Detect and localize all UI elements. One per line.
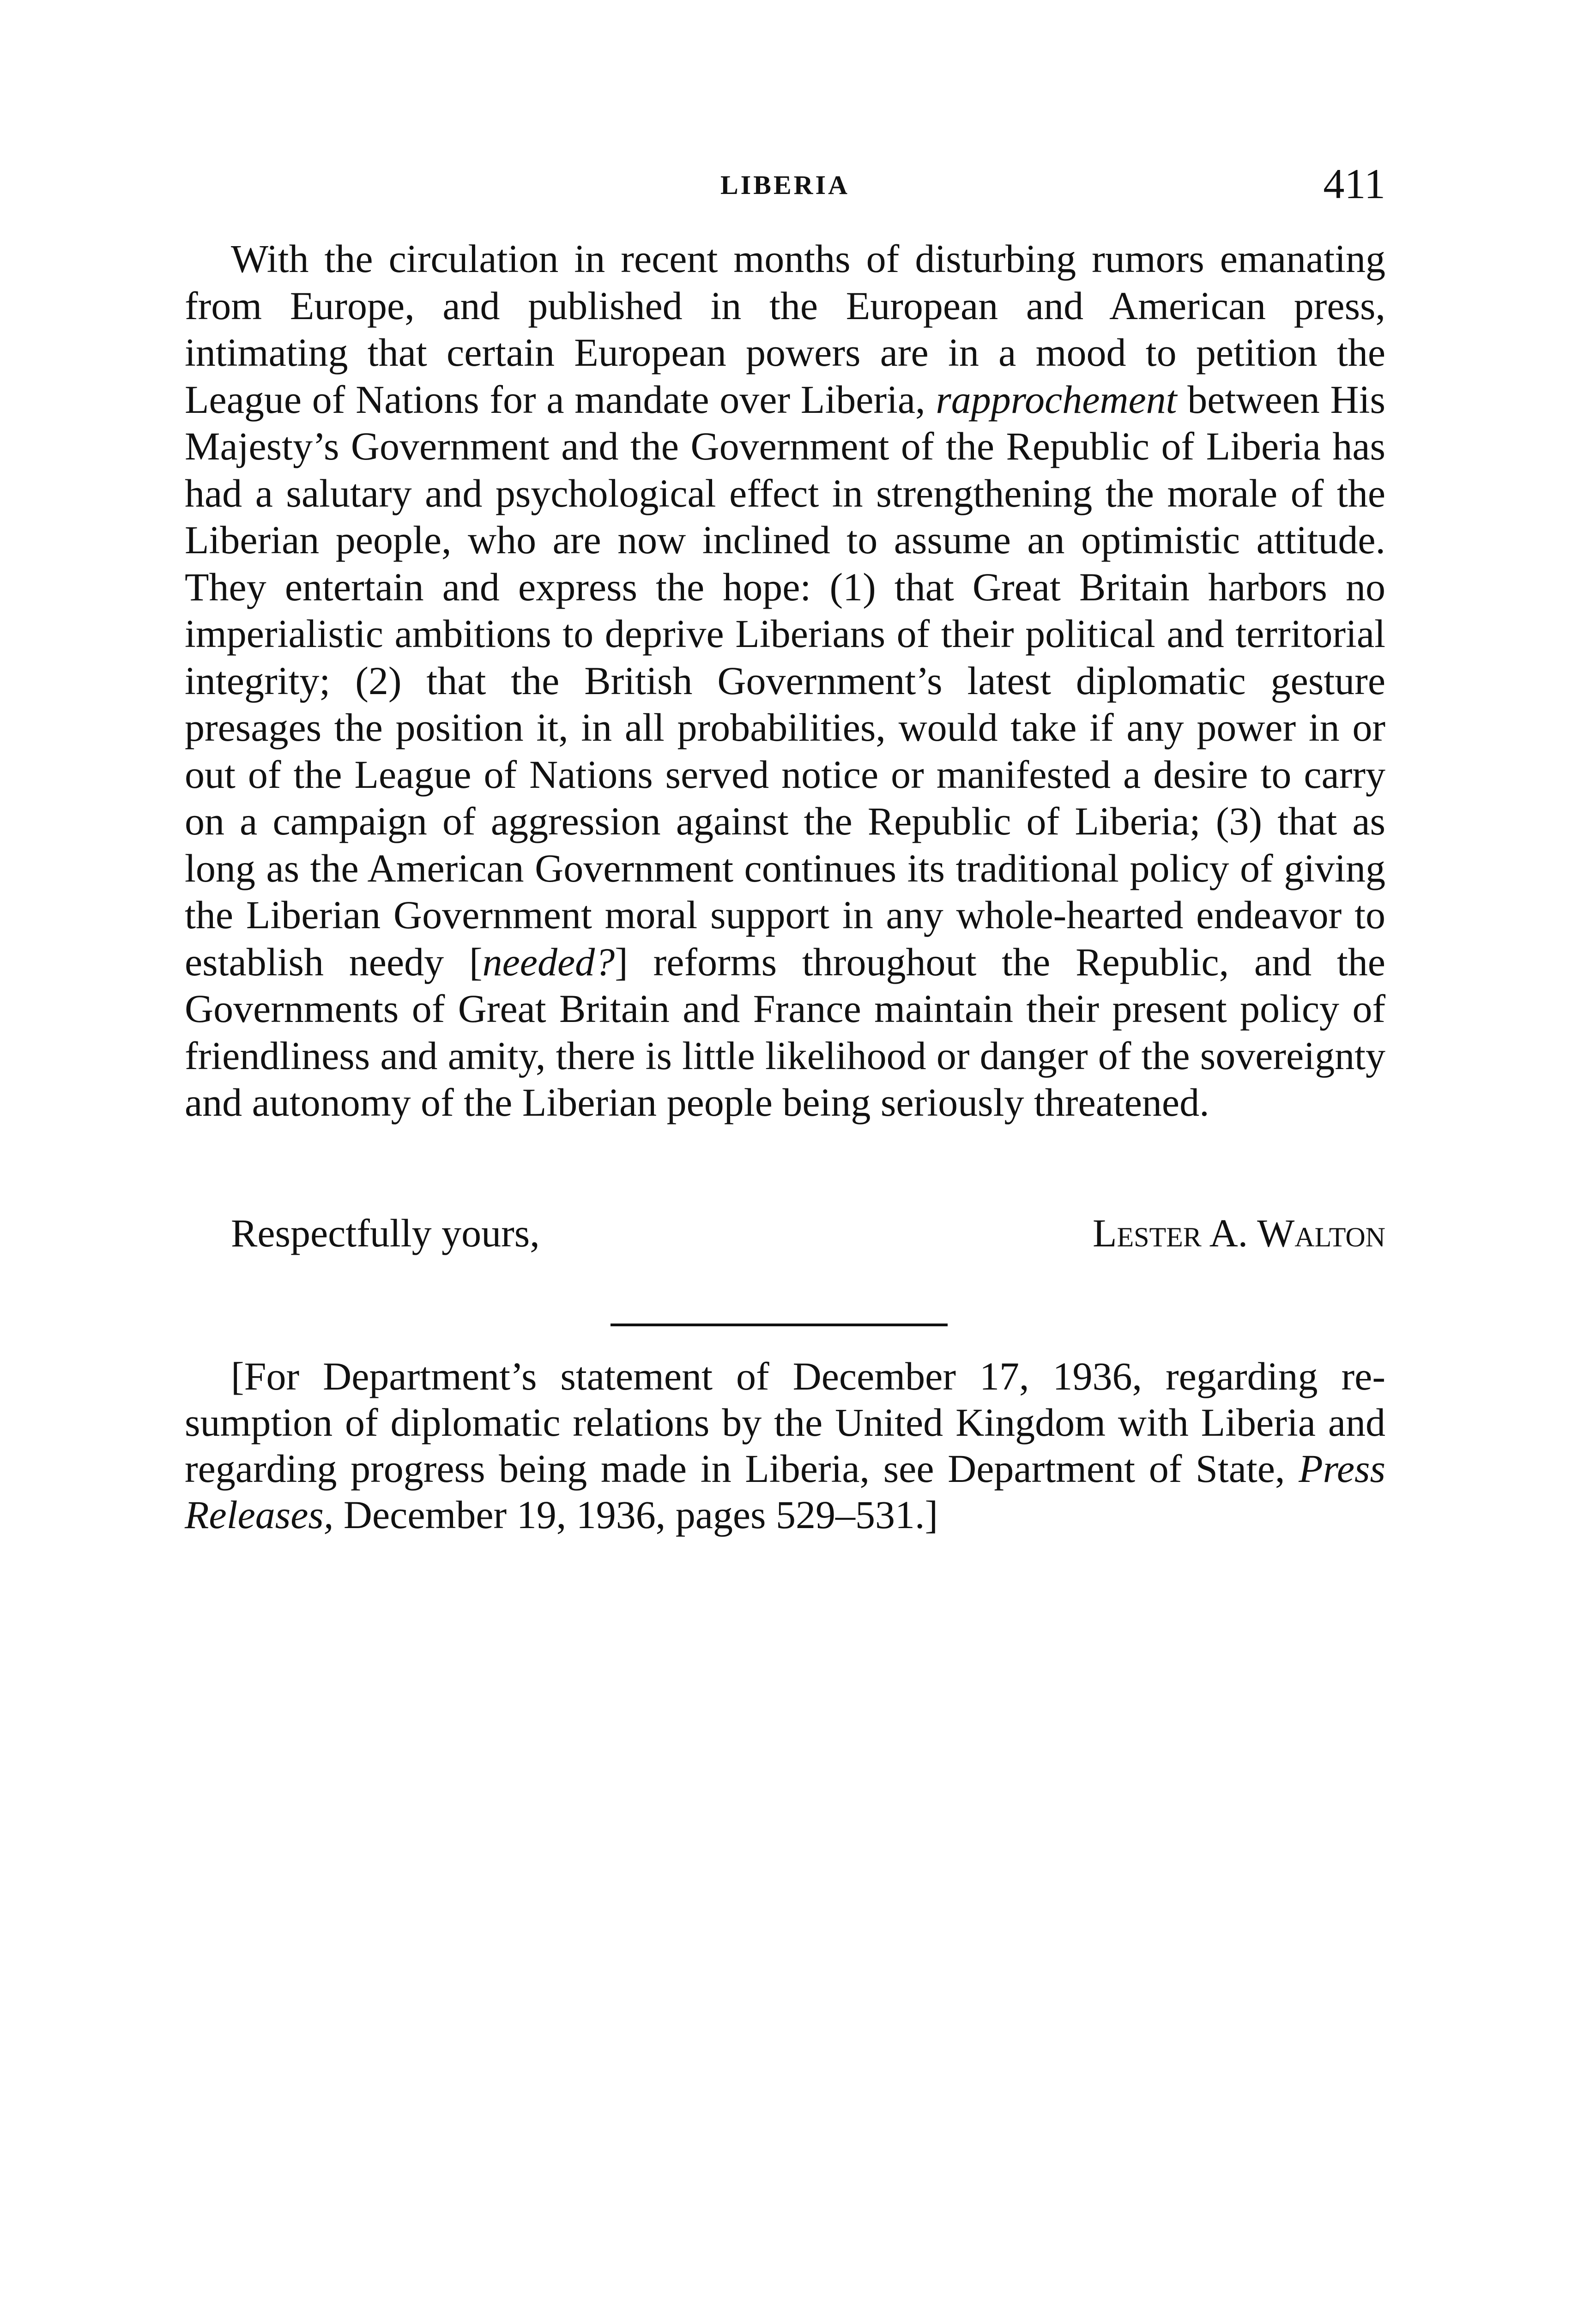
section-divider [611,1324,948,1326]
italic-editorial-insertion: needed? [482,939,615,984]
note-text-segment: December 19, 1936, pages 529–531.] [333,1493,938,1537]
body-text-segment: between His Majesty’s Government and the Government of the Republic of Liberia has had a salutary and psychological effect in strengthening the morale of the Liberian people, who are now inclined to assume an optimistic attitude. They entertain and express the hope: (1) that Great Britain harbors no imperialistic ambitions to deprive Liberians of their political and territorial integrity; (2) that the British Government’s latest diplomatic gesture presages the position it, in all probabilities, would take if any power in or out of the League of Nations served notice or manifested a desire to carry on a campaign of aggression against the Republic of Liberia; (3) that as long as the American Government continues its traditional policy of giving the Liberian Government moral support in any whole-hearted endeavor to establish needy [ [185,377,1385,984]
letter-body [185,236,1385,1126]
italic-publication-title: Press Releases, [185,1446,1385,1537]
page-number: 411 [1323,160,1385,207]
signature-name: Lester A. Walton [1092,1211,1385,1255]
running-title: LIBERIA [720,170,850,200]
body-text-segment: With the circulation in recent months of disturbing rumors emanating from Europe, and published in the European and American press, intimating that certain European powers are in a mood to petition the League of Nations for a mandate over Liberia, [185,236,1385,422]
body-paragraph [185,236,1385,1126]
letter-closing [231,1210,1385,1261]
editorial-note [185,1353,1385,1538]
running-head [185,159,1385,210]
body-text-segment: ] reforms throughout the Republic, and the Governments of Great Britain and France maintain their present policy of friendliness and amity, there is little likelihood or danger of the sovereignty and autonomy of the Liberian people being seriously threatened. [185,939,1385,1124]
note-text-segment: [For Department’s statement of December 17, 1936, regarding resumption of diplomatic relations by the United Kingdom with Liberia and regarding progress being made in Liberia, see Department of State, [185,1354,1385,1491]
complimentary-close: Respectfully yours, [231,1211,540,1255]
italic-term: rapprochement [936,377,1177,422]
